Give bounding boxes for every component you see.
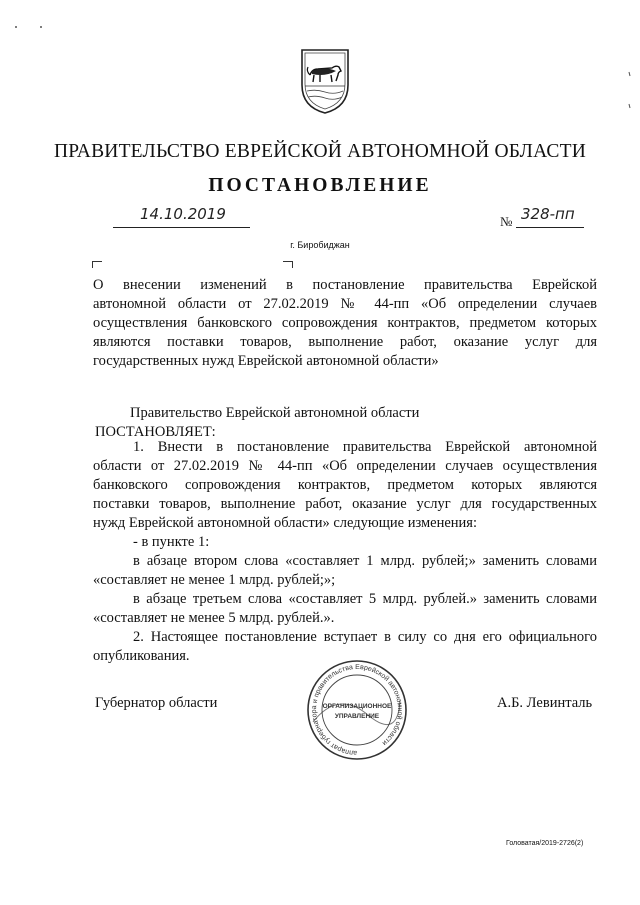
document-footer-ref: Головатая/2019-2726(2) [506, 840, 584, 847]
date-underline [113, 227, 250, 228]
resolves-text: ПОСТАНОВЛЯЕТ: [95, 424, 216, 440]
document-date: 14.10.2019 [140, 205, 226, 223]
change1-line: в абзаце втором слова «составляет 1 млрд. рублей;» заменить словами [133, 553, 597, 569]
document-number: 328-пп [521, 205, 575, 223]
signatory-title: Губернатор области [95, 695, 218, 711]
item1-line: области от 27.02.2019 № 44-пп «Об определении случаев осуществления [93, 458, 597, 474]
stamp-center-line: УПРАВЛЕНИЕ [334, 713, 380, 720]
item1-line: поставки товаров, выполнение работ, оказание услуг для государственных [93, 496, 597, 512]
city-of-issue: г. Биробиджан [290, 240, 350, 250]
subject-line: являются поставки товаров, выполнение работ, оказание услуг для [93, 334, 597, 350]
change2-line: «составляет не менее 5 млрд. рублей.». [93, 610, 335, 626]
subject-bracket-left [92, 261, 102, 268]
issuer-text: Правительство Еврейской автономной области [130, 405, 420, 421]
number-label: № [500, 214, 513, 229]
coat-of-arms-emblem [298, 47, 352, 115]
number-underline [516, 227, 584, 228]
item2-line: 2. Настоящее постановление вступает в силу со дня его официального [133, 629, 597, 645]
signatory-name: А.Б. Левинталь [497, 695, 593, 711]
stamp-center-line: ОРГАНИЗАЦИОННОЕ [322, 703, 392, 710]
scan-mark [624, 56, 634, 116]
subject-line: О внесении изменений в постановление правительства Еврейской [93, 277, 597, 293]
official-stamp [298, 660, 416, 763]
item1-line: банковского сопровождения контрактов, предметом которых являются [93, 477, 597, 493]
subject-line: осуществления банковского сопровождения контрактов, предметом которых [93, 315, 597, 331]
stamp-ring-text: аппарат губернатора и правительства Еврейской автономной области [311, 663, 404, 757]
subject-bracket-right [283, 261, 293, 268]
item1-line: нужд Еврейской автономной области» следующие изменения: [93, 515, 478, 531]
change1-line: «составляет не менее 1 млрд. рублей;»; [93, 572, 336, 588]
scan-mark [14, 25, 44, 29]
subject-line: государственных нужд Еврейской автономной области» [93, 353, 439, 369]
government-title: ПРАВИТЕЛЬСТВО ЕВРЕЙСКОЙ АВТОНОМНОЙ ОБЛАСТИ [53, 141, 587, 162]
item1-line: 1. Внести в постановление правительства Еврейской автономной [133, 439, 597, 455]
document-type-heading: ПОСТАНОВЛЕНИЕ [208, 175, 432, 196]
point-reference: - в пункте 1: [133, 534, 210, 550]
item2-line: опубликования. [93, 648, 190, 664]
subject-line: автономной области от 27.02.2019 № 44-пп «Об определении случаев [93, 296, 597, 312]
change2-line: в абзаце третьем слова «составляет 5 млрд. рублей.» заменить словами [133, 591, 597, 607]
